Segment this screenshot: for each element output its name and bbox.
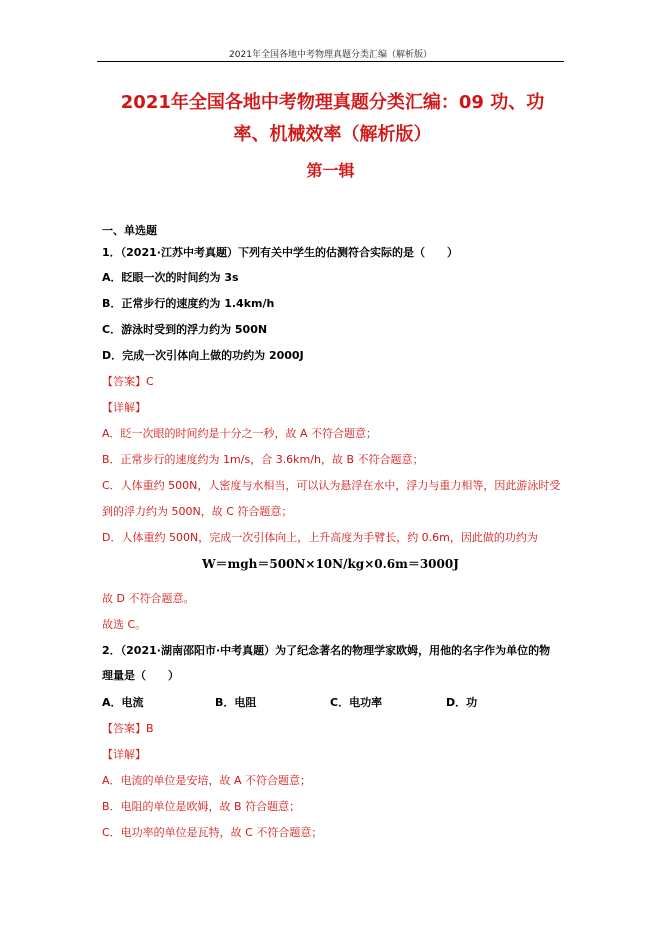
doc-title-line2: 率、机械效率（解析版） [233, 124, 432, 145]
q2-stem-line1: 2．（2021·湖南邵阳市·中考真题）为了纪念著名的物理学家欧姆，用他的名字作为单位的物 [102, 644, 551, 657]
running-header: 2021年全国各地中考物理真题分类汇编（解析版） [229, 50, 432, 60]
q1-choice: 故选 C。 [102, 618, 147, 631]
q1-formula: W＝mgh＝500N×10N/kg×0.6m＝3000J [202, 557, 459, 571]
section-heading: 一、单选题 [102, 224, 157, 237]
q2-stem-line2: 理量是（ ） [102, 669, 179, 682]
q1-detail-label: 【详解】 [102, 401, 146, 414]
q1-explain-c2: 到的浮力约为 500N，故 C 符合题意； [102, 505, 293, 518]
q2-option-c: C．电功率 [330, 696, 383, 709]
header-rule [97, 61, 564, 62]
q1-explain-c1: C．人体重约 500N，人密度与水相当，可以认为悬浮在水中，浮力与重力相等，因此游泳时受 [102, 479, 561, 492]
q1-option-a: A．眨眼一次的时间约为 3s [102, 271, 239, 284]
q1-stem: 1．（2021·江苏中考真题）下列有关中学生的估测符合实际的是（ ） [102, 246, 458, 259]
doc-subtitle: 第一辑 [306, 161, 355, 180]
q1-option-b: B．正常步行的速度约为 1.4km/h [102, 297, 275, 310]
q1-option-d: D．完成一次引体向上做的功约为 2000J [102, 349, 304, 362]
q1-answer-label: 【答案】 [102, 375, 146, 388]
q2-explain-a: A．电流的单位是安培，故 A 不符合题意； [102, 774, 312, 787]
q2-option-a: A．电流 [102, 696, 144, 709]
q2-explain-c: C．电功率的单位是瓦特，故 C 不符合题意； [102, 826, 323, 839]
q2-answer-value: B [146, 722, 154, 735]
q1-explain-a: A．眨一次眼的时间约是十分之一秒，故 A 不符合题意； [102, 427, 378, 440]
q2-option-b: B．电阻 [215, 696, 257, 709]
q2-answer [102, 720, 154, 736]
q1-answer [102, 373, 154, 389]
q1-conclusion: 故 D 不符合题意。 [102, 592, 195, 605]
q1-option-c: C．游泳时受到的浮力约为 500N [102, 323, 268, 336]
q1-explain-d: D．人体重约 500N，完成一次引体向上，上升高度为手臂长，约 0.6m，因此做的功约为 [102, 531, 538, 544]
q2-explain-b: B．电阻的单位是欧姆，故 B 符合题意； [102, 800, 301, 813]
q1-answer-value: C [146, 375, 154, 388]
q2-option-d: D．功 [446, 696, 478, 709]
q2-detail-label: 【详解】 [102, 748, 146, 761]
q1-explain-b: B．正常步行的速度约为 1m/s，合 3.6km/h，故 B 不符合题意； [102, 453, 424, 466]
q2-answer-label: 【答案】 [102, 722, 146, 735]
doc-title-line1: 2021年全国各地中考物理真题分类汇编：09 功、功 [120, 92, 545, 113]
